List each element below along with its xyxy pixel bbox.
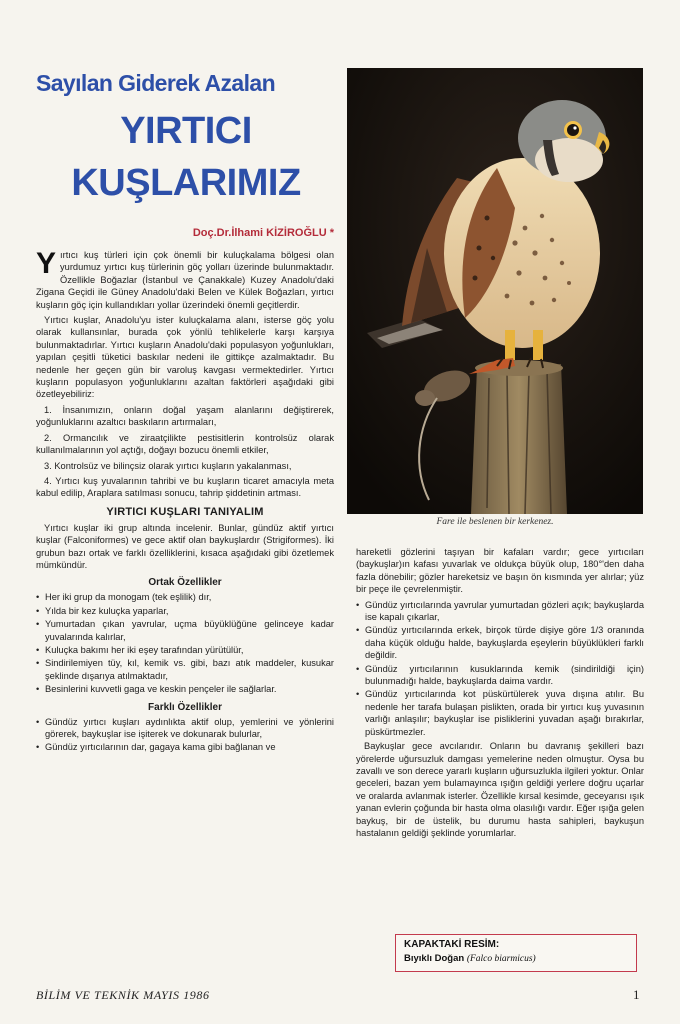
factor-item-1: 1. İnsanımızın, onların doğal yaşam alanlarını değiştirerek, yoğunluklarını azaltıcı baskıların artırmaları, [36,404,334,428]
cover-species-name: Bıyıklı Doğan [404,953,465,964]
article-title-line1: YIRTICI [120,110,252,152]
kestrel-photo [347,68,643,514]
list-item: • Besinlerini kuvvetli gaga ve keskin pençeler ile sağlarlar. [36,683,334,695]
list-item: • Gündüz yırtıcılarında kot püskürtülerek yuva dışına atılır. Bu nedenle her tarafa bulaşan pislikten, orada bir yırtıcı kuş yuvasının varlığı anlaşılır; baykuşlar ise pisliklerini yuvadan aşağı bırakırlar, püskürtmezler. [356,688,644,738]
left-column [36,249,334,756]
cover-title: KAPAKTAKİ RESİM: [404,939,500,950]
different-features-list-left [36,716,334,754]
list-item: • Her iki grup da monogam (tek eşlilik) dır, [36,591,334,603]
list-item: • Gündüz yırtıcılarının dar, gagaya kama gibi bağlanan ve [36,741,334,753]
section-paragraph: Yırtıcı kuşlar iki grup altında incelenir. Bunlar, gündüz aktif yırtıcı kuşlar (Falconiformes) ve gece aktif olan baykuşlardır (Strigiformes). İki grubun bazı ortak ve farklı özelliklerini, kısaca aşağıdaki gibi özetlemek mümkündür. [36,522,334,570]
list-item: • Gündüz yırtıcı kuşları aydınlıkta aktif olup, yemlerini ve yönlerini görerek, baykuşlar ise işiterek ve dokunarak bulurlar, [36,716,334,741]
article-subtitle: Sayılan Giderek Azalan [36,70,276,96]
cover-info-box [395,934,637,972]
drop-cap: Y [36,247,57,280]
closing-paragraph: Baykuşlar gece avcılarıdır. Onların bu davranış şekilleri bazı yörelerde uğursuzluk damgası yemelerine neden olmuştur. Oysa bu zavallı ve son derece yararlı kuşların uğursuzlukla ilgileri yoktur. Onlar geceleri, bazan yem bulamayınca ışığın geldiği yerlere doğru uçarlar ve oralarda avlanmak isterler. Özellikle kırsal kesimde, geceyarısı ışık yanan evlerin çoğunda bir hasta olma olasılığı vardır. Eğer ışığa gelen baykuş, bir de üstelik, bu durumu hasta sahipleri, baykuşun hastalanın geldiği şeklinde yorumlarlar. [356,741,644,838]
section-heading: YIRTICI KUŞLARI TANIYALIM [106,505,264,518]
list-item: • Yılda bir kez kuluçka yaparlar, [36,605,334,617]
intro-paragraph-2: Yırtıcı kuşlar, Anadolu'yu ister kuluçkalama alanı, isterse göç yolu olarak kullansınlar, burada çok yönlü tehlikelerle karşı karşıya bulunmaktadırlar. Yırtıcı kuşların Anadolu'daki populasyon yoğunlukları, yapılan çeşitli tüketici baskılar nedeni ile gittikçe azalmaktadır. Bu nedenle her geçen gün bir varoluş kavgası vermektedirler. Yırtıcı kuşların populasyon yoğunluklarını azaltan faktörleri aşağıdaki gibi özetleyebiliriz: [36,315,334,400]
different-features-heading: Farklı Özellikler [148,701,222,713]
factor-item-4: 4. Yırtıcı kuş yuvalarının tahribi ve bu kuşların ticaret amacıyla meta kabul edilip, Araplara satılması sonucu, tahrip şiddetinin artması. [36,475,334,499]
intro-paragraph-1-text: ırtıcı kuş türleri için çok önemli bir kuluçkalama bölgesi olan yurdumuz yırtıcı kuş türlerinin göç yolları üzerinde bulunmaktadır. Özellikle Boğazlar (İstanbul ve Çanakkale) Kuzey Anadolu'daki Zigana Geçidi ile Güney Anadolu'daki Belen ve Külek Boğazları, yırtıcı kuşların göç için kullandıkları yollar üzerindeki önemli geçitlerdir. [36,250,334,310]
intro-paragraph-1 [36,249,334,311]
article-author: Doç.Dr.İlhami KİZİROĞLU * [192,227,334,239]
cover-species-latin: (Falco biarmicus) [466,954,536,964]
list-item: • Gündüz yırtıcılarının kusuklarında kemik (sindirildiği için) bulunmadığı halde, baykuşlarda daima vardır. [356,663,644,688]
common-features-heading: Ortak Özellikler [148,577,222,589]
list-item: • Yumurtadan çıkan yavrular, uçma büyüklüğüne gelinceye kadar yuvalarında kalırlar, [36,618,334,643]
page-number: 1 [633,987,640,1002]
article-title-line2: KUŞLARIMIZ [71,162,301,204]
photo-caption: Fare ile beslenen bir kerkenez. [436,517,554,527]
list-item: • Gündüz yırtıcılarında yavrular yumurtadan gözleri açık; baykuşlarda ise kapalı çıkarlar, [356,599,644,624]
list-item: • Sindirilemiyen tüy, kıl, kemik vs. gibi, bazı atık maddeler, kusukar şeklinde dışarıya atılmaktadır, [36,657,334,682]
list-item: • Gündüz yırtıcılarında erkek, birçok türde dişiye göre 1/3 oranında daha küçük olduğu halde, baykuşlarda eşeylerin büyüklükleri farklı değildir. [356,624,644,661]
factor-item-2: 2. Ormancılık ve ziraatçilikte pestisitlerin kontrolsüz olarak kullanılmalarının yol açtığı, doğayı bozucu önemli etkiler, [36,432,334,456]
right-column [356,546,644,842]
common-features-list [36,591,334,695]
different-features-list-right [356,599,644,738]
cover-species [404,953,628,964]
factor-item-3: 3. Kontrolsüz ve bilinçsiz olarak yırtıcı kuşların yakalanması, [44,460,292,471]
journal-footer: BİLİM VE TEKNİK MAYIS 1986 [36,988,210,1002]
diff-continuation: hareketli gözlerini taşıyan bir kafaları vardır; gece yırtıcıları (baykuşlar)ın kafası yuvarlak ve oldukça büyük olup, 180°'den daha fazla dönebilir; gözler hareketsiz ve başın ön kısmında yer alırlar; yüz bir peçe ile çevrelenmiştir. [356,547,644,595]
list-item: • Kuluçka bakımı her iki eşey tarafından yürütülür, [36,644,334,656]
kestrel-illustration [347,68,643,514]
